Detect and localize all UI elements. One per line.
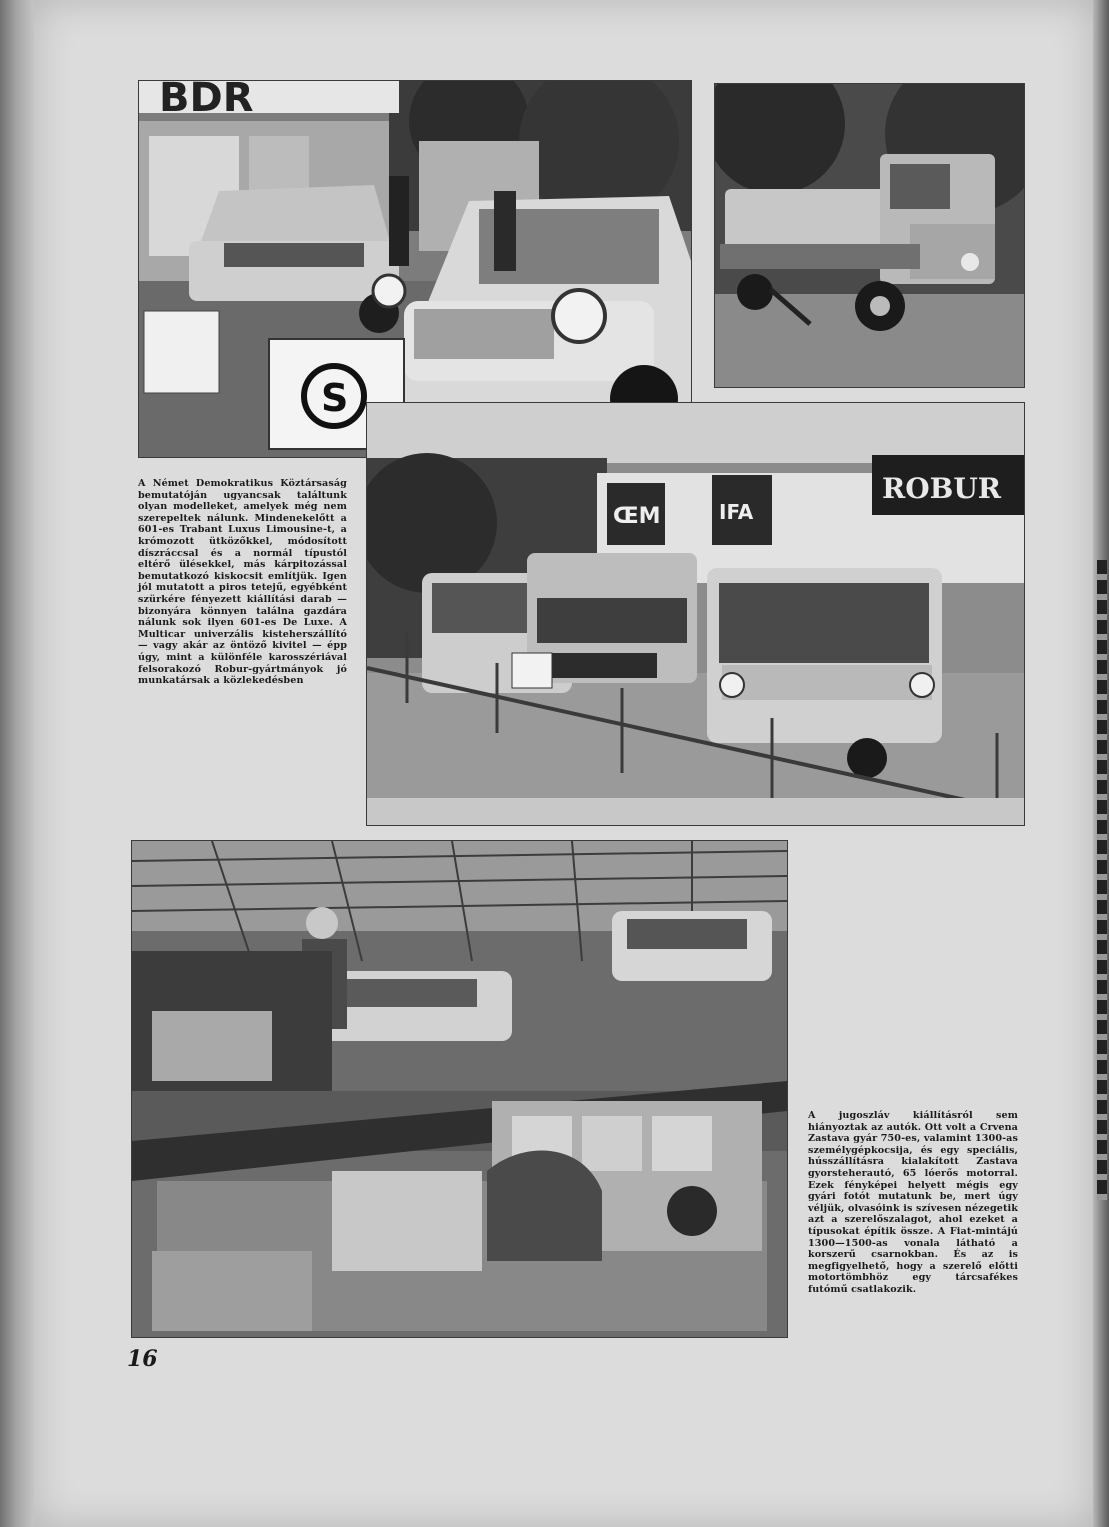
sign-ifa: IFA — [719, 500, 754, 524]
caption-yugoslav-exhibition: A jugoszláv kiállításról sem hiányoztak az autók. Ott volt a Crvena Zastava gyár 750-es, valamint 1300-as személygépkocsija, és egy speciális, hússzállításra kialakított Zastava gyorsteherautó, 65 lóerős motorral. Ezek fényképei helyett mégis egy gyári fotót mutatunk be, mert úgy véljük, olvasóink is szívesen nézegetik azt a szerelőszalagot, ahol ezeket a típusokat építik össze. A Fiat-mintájú 1300—1500-as vonala látható a korszerű csarnokban. És az is megfigyelhető, hogy a szerelő előtti motortömbhöz egy tárcsafékes futómű csatlakozik. — [808, 1110, 1018, 1295]
sign-logo: ŒM — [613, 504, 661, 529]
photo-assembly-line — [131, 840, 788, 1338]
page-number: 16 — [127, 1346, 158, 1372]
photo-robur-trucks — [366, 402, 1025, 826]
sign-text: BDR — [159, 81, 254, 121]
logo-text: S — [321, 376, 349, 420]
sign-robur: ROBUR — [882, 472, 1002, 505]
next-page-strip — [1097, 560, 1107, 1200]
caption-gdr-exhibition: A Német Demokratikus Köztársaság bemutatóján ugyancsak találtunk olyan modelleket, amelyek még nem szerepeltek nálunk. Mindenekelőtt a 601-es Trabant Luxus Limousine-t, a krómozott ütközőkkel, módosított díszráccsal és a normál típustól eltérő ülésekkel, más kárpitozással bemutatkozó kiskocsit említjük. Igen jól mutatott a piros tetejű, egyébként szürkére fényezett kiállítási darab — bizonyára könnyen találna gazdára nálunk sok ilyen 601-es De Luxe. A Multicar univerzális kisteherszállító — vagy akár az öntöző kivitel — épp úgy, mint a különféle karosszériával felsorakozó Robur-gyártmányok jó munkatársak a közlekedésben — [138, 478, 347, 687]
photo-multicar — [714, 83, 1025, 388]
